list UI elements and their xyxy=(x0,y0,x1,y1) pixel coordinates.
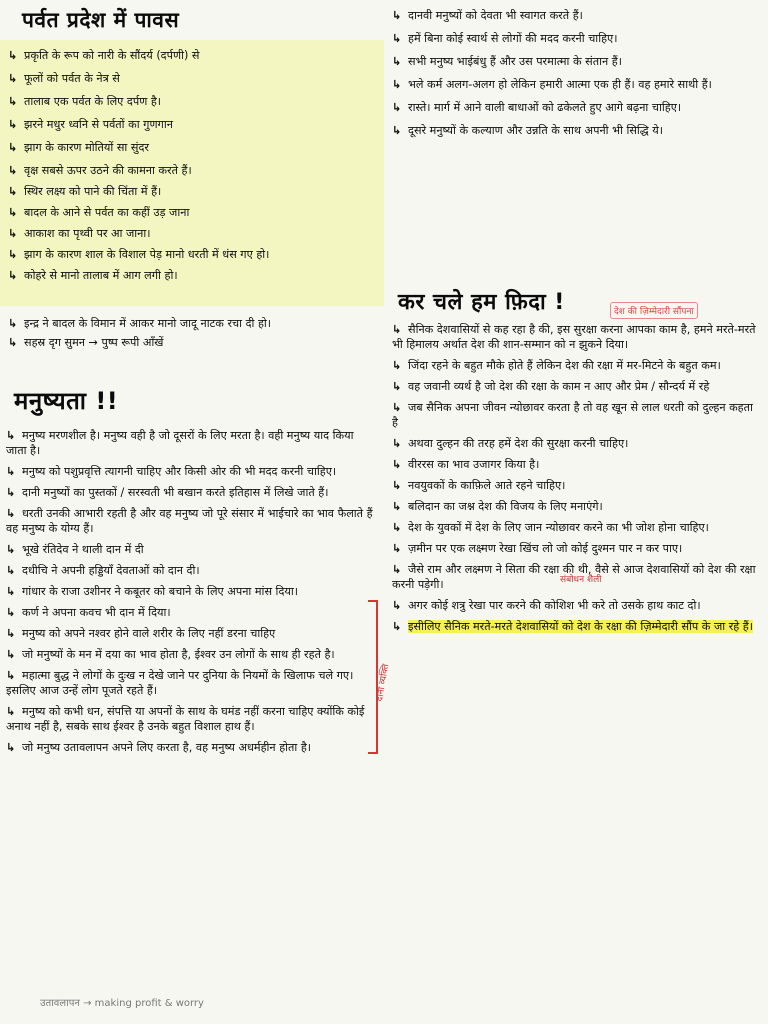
note-item: ↳ रास्ते। मार्ग में आने वाली बाधाओं को ढकेलते हुए आगे बढ़ना चाहिए। xyxy=(392,101,682,114)
note-item: ↳ जब सैनिक अपना जीवन न्योछावर करता है तो वह खून से लाल धरती को दुल्हन कहता है xyxy=(392,401,753,429)
footnote: उतावलापन → making profit & worry xyxy=(40,998,204,1009)
note-item: ↳ मनुष्य मरणशील है। मनुष्य वही है जो दूसरों के लिए मरता है। वही मनुष्य याद किया जाता है। xyxy=(6,429,354,457)
note-item: ↳ स्थिर लक्ष्य को पाने की चिंता में हैं। xyxy=(8,185,162,198)
note-item: ↳ इसीलिए सैनिक मरते-मरते देशवासियों को देश के रक्षा की ज़िम्मेदारी सौंप के जा रहे हैं। xyxy=(392,620,753,633)
note-item: ↳ मनुष्य को अपने नश्वर होने वाले शरीर के लिए नहीं डरना चाहिए xyxy=(6,627,276,640)
note-item: ↳ दूसरे मनुष्यों के कल्याण और उन्नति के साथ अपनी भी सिद्धि ये। xyxy=(392,124,664,137)
note-item: ↳ सभी मनुष्य भाईबंधु हैं और उस परमात्मा के संतान हैं। xyxy=(392,55,622,68)
note-item: ↳ बलिदान का जश्न देश की विजय के लिए मनाएंगे। xyxy=(392,500,603,513)
note-item: ↳ इन्द्र ने बादल के विमान में आकर मानो जादू नाटक रचा दी हो। xyxy=(8,317,272,330)
note-item: ↳ देश के युवकों में देश के लिए जान न्योछावर करने का भी जोश होना चाहिए। xyxy=(392,521,709,534)
note-item: ↳ झाग के कारण मोतियों सा सुंदर xyxy=(8,141,149,154)
note-item: ↳ भूखे रंतिदेव ने थाली दान में दी xyxy=(6,543,144,556)
tag-zimmedari: देश की ज़िम्मेदारी सौंपना xyxy=(610,302,698,319)
note-item: ↳ कर्ण ने अपना कवच भी दान में दिया। xyxy=(6,606,171,619)
note-item: ↳ अगर कोई शत्रु रेखा पार करने की कोशिश भी करे तो उसके हाथ काट दो। xyxy=(392,599,701,612)
note-item: ↳ झाग के कारण शाल के विशाल पेड़ मानो धरती में धंस गए हो। xyxy=(8,248,270,261)
note-item: ↳ फूलों को पर्वत के नेत्र से xyxy=(8,72,120,85)
note-item: ↳ सहस्र दृग सुमन → पुष्प रूपी आँखें xyxy=(8,336,164,349)
note-item: ↳ भले कर्म अलग-अलग हो लेकिन हमारी आत्मा एक ही हैं। वह हमारे साथी हैं। xyxy=(392,78,712,91)
note-list-parvat-extra xyxy=(8,316,380,350)
note-item: ↳ दधीचि ने अपनी हड्डियाँ देवताओं को दान दी। xyxy=(6,564,200,577)
note-item: ↳ मनुष्य को कभी धन, संपत्ति या अपनों के साथ के घमंड नहीं करना चाहिए क्योंकि कोई अनाथ नहीं है, सबके साथ ईश्वर है उनके बहुत विशाल हाथ हैं। xyxy=(6,705,365,733)
note-item: ↳ वीररस का भाव उजागर किया है। xyxy=(392,458,540,471)
note-item: ↳ अथवा दुल्हन की तरह हमें देश की सुरक्षा करनी चाहिए। xyxy=(392,437,629,450)
note-item: ↳ झरने मधुर ध्वनि से पर्वतों का गुणगान xyxy=(8,118,173,131)
chapter-title-manushyata: मनुष्यता !! xyxy=(14,387,119,415)
note-item: ↳ सैनिक देशवासियों से कह रहा है की, इस सुरक्षा करना आपका काम है, हमने मरते-मरते भी हिमालय अर्थात देश की शान-सम्मान को न झुकने दिया। xyxy=(392,323,756,351)
note-item: ↳ वह जवानी व्यर्थ है जो देश की रक्षा के काम न आए और प्रेम / सौन्दर्य में रहे xyxy=(392,380,710,393)
note-item: ↳ जिंदा रहने के बहुत मौके होते हैं लेकिन देश की रक्षा में मर-मिटने के बहुत कम। xyxy=(392,359,721,372)
note-item: ↳ हमें बिना कोई स्वार्थ से लोगों की मदद करनी चाहिए। xyxy=(392,32,618,45)
note-list-kar-chale xyxy=(392,322,762,634)
note-item: ↳ जैसे राम और लक्ष्मण ने सिता की रक्षा की थी, वैसे से आज देशवासियों को देश की रक्षा करनी पड़ेगी। xyxy=(392,563,756,591)
note-item: ↳ गांधार के राजा उशीनर ने कबूतर को बचाने के लिए अपना मांस दिया। xyxy=(6,585,299,598)
note-list-parvat xyxy=(8,48,380,283)
note-item: ↳ वृक्ष सबसे ऊपर उठने की कामना करते हैं। xyxy=(8,164,192,177)
note-item: ↳ जो मनुष्य उतावलापन अपने लिए करता है, वह मनुष्य अधर्महीन होता है। xyxy=(6,741,312,754)
chapter-title-kar-chale: कर चले हम फ़िदा ! xyxy=(398,290,565,315)
note-item: ↳ मनुष्य को पशुप्रवृत्ति त्यागनी चाहिए और किसी ओर की भी मदद करनी चाहिए। xyxy=(6,465,337,478)
note-item: ↳ आकाश का पृथ्वी पर आ जाना। xyxy=(8,227,151,240)
note-item: ↳ प्रकृति के रूप को नारी के सौंदर्य (दर्पणी) से xyxy=(8,49,200,62)
annotation-sambodhan: संबोधन शैली xyxy=(560,575,602,585)
note-list-manushyata xyxy=(6,428,374,755)
note-item: ↳ तालाब एक पर्वत के लिए दर्पण है। xyxy=(8,95,162,108)
note-item: ↳ धरती उनकी आभारी रहती है और वह मनुष्य जो पूरे संसार में भाईचारे का भाव फैलाते हैं वह मनुष्य के योग्य हैं। xyxy=(6,507,373,535)
note-item: ↳ दानी मनुष्यों का पुस्तकों / सरस्वती भी बखान करते इतिहास में लिखे जाते हैं। xyxy=(6,486,329,499)
note-item: ↳ कोहरे से मानो तालाब में आग लगी हो। xyxy=(8,269,178,282)
note-item: ↳ जो मनुष्यों के मन में दया का भाव होता है, ईश्वर उन लोगों के साथ ही रहते है। xyxy=(6,648,335,661)
note-item: ↳ ज़मीन पर एक लक्ष्मण रेखा खिंच लो जो कोई दुश्मन पार न कर पाए। xyxy=(392,542,683,555)
chapter-title-parvat: पर्वत प्रदेश में पावस xyxy=(22,8,180,32)
note-item: ↳ नवयुवकों के काफ़िले आते रहने चाहिए। xyxy=(392,479,566,492)
note-item: ↳ महात्मा बुद्ध ने लोगों के दुःख न देखे जाने पर दुनिया के नियमों के खिलाफ चले गए। इसलिए आज उन्हें लोग पूजते रहते हैं। xyxy=(6,669,354,697)
note-list-manushyata-cont xyxy=(392,8,760,138)
note-item: ↳ दानवी मनुष्यों को देवता भी स्वागत करते हैं। xyxy=(392,9,583,22)
side-label-daani: दानी व्यक्ति xyxy=(374,663,392,703)
note-item: ↳ बादल के आने से पर्वत का कहीं उड़ जाना xyxy=(8,206,190,219)
